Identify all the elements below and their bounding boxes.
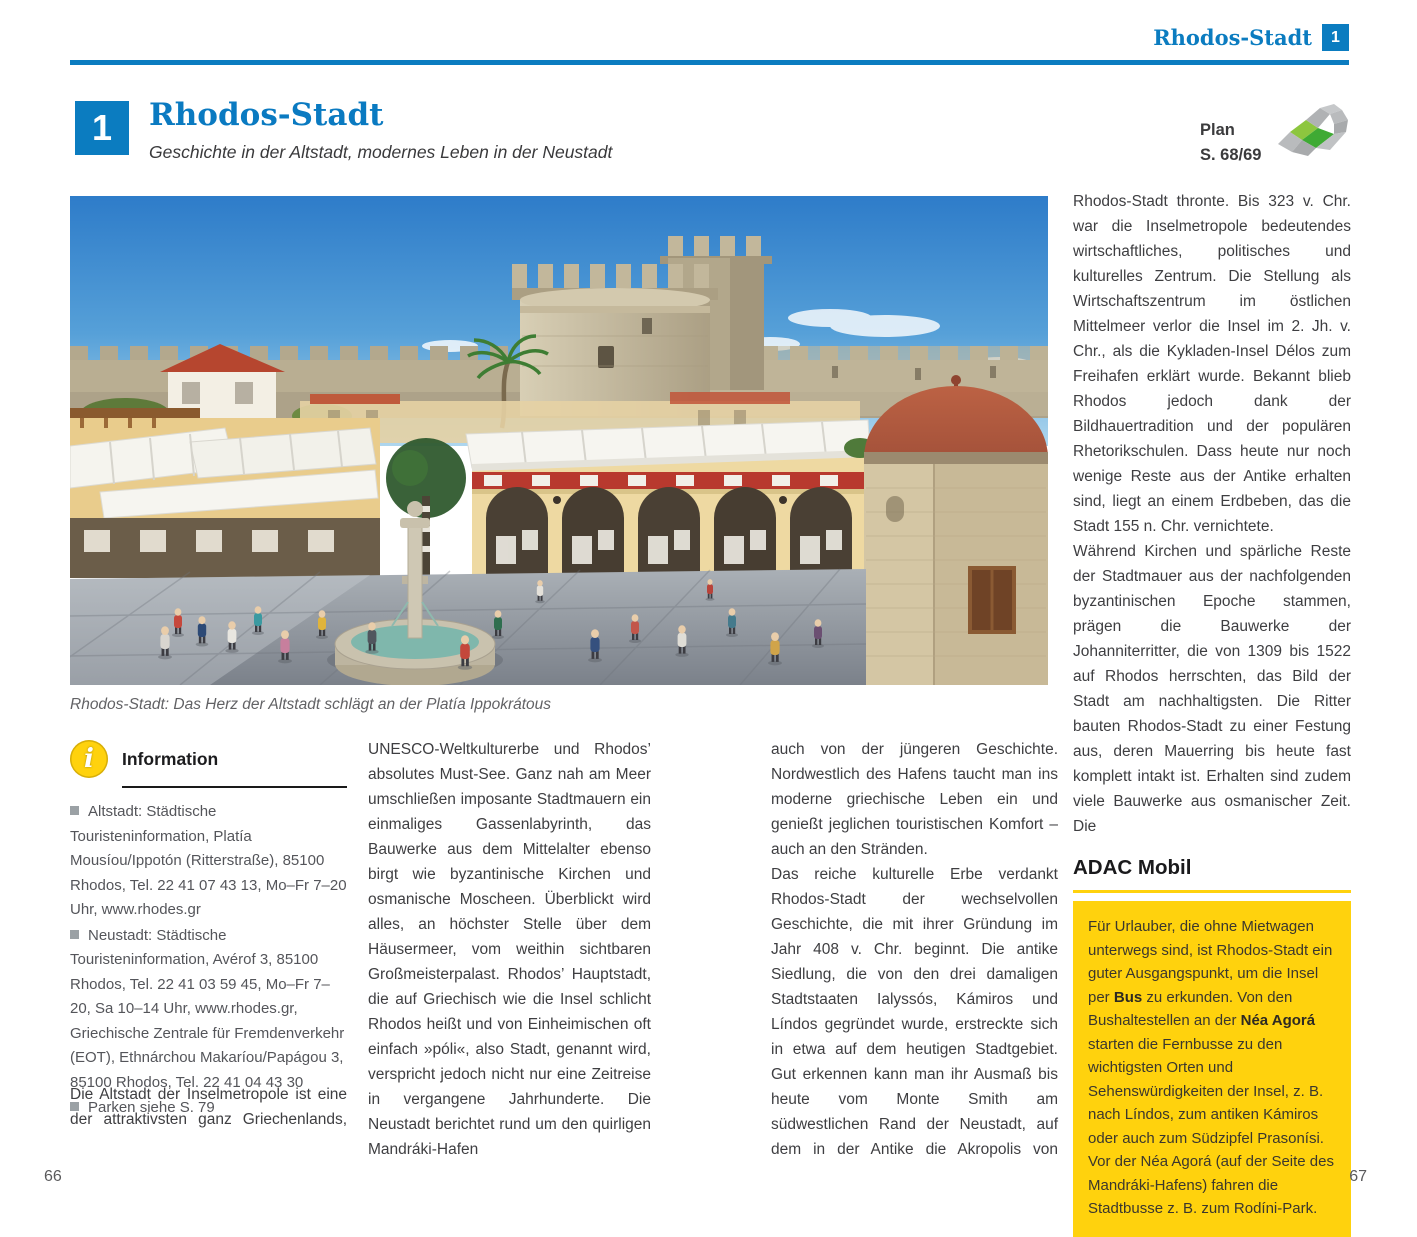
adac-mobil-rule — [1073, 890, 1351, 893]
paragraph: Die Altstadt der Inselmetropole ist eine der attraktivsten ganz Griechenlands, — [70, 1086, 347, 1128]
body-column-1 — [70, 1082, 347, 1132]
photo-caption: Rhodos-Stadt: Das Herz der Altstadt schlägt an der Platía Ippokrátous — [70, 696, 552, 713]
body-column-4 — [1073, 189, 1351, 1237]
information-rule — [122, 786, 347, 788]
adac-bold-bus: Bus — [1113, 988, 1143, 1006]
information-box — [70, 740, 347, 1122]
header-rule — [70, 60, 1349, 65]
page-subtitle: Geschichte in der Altstadt, modernes Leben in der Neustadt — [149, 142, 613, 162]
chapter-badge: 1 — [1322, 24, 1349, 51]
mosque-dome-building — [864, 375, 1048, 685]
page-number-left: 66 — [44, 1168, 62, 1185]
body-column-3 — [771, 737, 1058, 1162]
plan-pages: S. 68/69 — [1200, 146, 1262, 164]
information-title: Information — [122, 748, 219, 769]
page-header — [1153, 24, 1349, 51]
adac-text: zu erkunden. Von den Bushaltestellen an der — [1088, 988, 1293, 1029]
page-number-right: 67 — [1349, 1168, 1367, 1185]
paragraph: UNESCO-Weltkulturerbe und Rhodos’ absolutes Must-See. Ganz nah am Meer umschließen imposante Stadtmauern ein einmaliges Gassenlabyrinth, das Bauwerke aus dem Mittelalter ebenso birgt wie byzantinische Kirchen und osmanische Moscheen. Überblickt wird alles, an höchster Stelle über dem Häusermeer, vom weithin sichtbaren Großmeisterpalast. Rhodos’ Hauptstadt, die auf Griechisch wie die Insel schlicht Rhodos heißt und von Einheimischen oft einfach »póli«, also Stadt, genannt wird, verspricht jedoch nicht nur eine Zeitreise in vergangene Jahrhunderte. Die Neustadt berichtet rund um den quirligen Mandráki-Hafen — [368, 741, 651, 1158]
header-title: Rhodos-Stadt — [1153, 25, 1312, 50]
paragraph: Das reiche kulturelle Erbe verdankt Rhodos-Stadt der wechselvollen Geschichte, die mit ihrer Gründung im Jahr 408 v. Chr. beginnt. Die antike Siedlung, die von den drei damaligen Stadtstaaten Ialyssós, Kámiros und Líndos gegründet wurde, erstreckte sich in etwa auf dem heutigen Stadtgebiet. Gut erkennen kann man ihr Ausmaß bis heute vom Monte Smith am südwestlichen Rand der Neustadt, auf dem in der Antike die Akropolis von — [771, 866, 1058, 1158]
adac-text: Für Urlauber, die ohne Mietwagen unterwegs sind, ist Rhodos-Stadt ein guter Ausgangspunkt, um die Insel per — [1088, 918, 1333, 1006]
folded-map-icon — [1272, 98, 1352, 167]
plan-label: Plan — [1200, 121, 1235, 139]
arcade-building — [466, 420, 876, 576]
information-items — [70, 800, 347, 1121]
body-column-2 — [368, 737, 651, 1162]
square-bullet-icon — [70, 930, 79, 939]
list-item — [70, 924, 347, 1096]
chapter-number-box: 1 — [75, 101, 129, 155]
photo-platia-ippokratous — [70, 196, 1048, 685]
info-icon: i — [70, 740, 108, 778]
adac-mobil-title: ADAC Mobil — [1073, 856, 1192, 879]
paragraph: auch von der jüngeren Geschichte. Nordwestlich des Hafens taucht man ins moderne griechische Leben ein und genießt jeglichen touristischen Komfort – auch an den Stränden. — [771, 741, 1058, 858]
arches — [486, 487, 852, 574]
adac-bold-nea-agora: Néa Agorá — [1240, 1012, 1316, 1029]
information-header — [70, 740, 347, 778]
plan-reference — [1200, 118, 1261, 168]
adac-mobil-box — [1073, 901, 1351, 1237]
cafe-awnings — [70, 408, 380, 578]
info-item-text: Neustadt: Städtische Touristeninformation, Avérof 3, 85100 Rhodos, Tel. 22 41 03 59 45, Mo–Fr 7–20, Sa 10–14 Uhr, www.rhodes.gr, Griechische Zentrale für Fremdenverkehr (EOT), Ethnárchou Makaríou/Papágou 3, 85100 Rhodos, Tel. 22 41 04 43 30 — [70, 926, 345, 1091]
paragraph: Rhodos-Stadt thronte. Bis 323 v. Chr. war die Inselmetropole bedeutendes wirtschaftliches, politisches und kulturelles Zentrum. Die Stellung als Wirtschaftszentrum im östlichen Mittelmeer verlor die Insel im 2. Jh. v. Chr., als die Kykladen-Insel Délos zum Freihafen erklärt wurde. Bekannt blieb Rhodos jedoch dank der Bildhauertradition und der populären Rhetorikschulen. Dass heute nur noch wenige Reste aus der Antike erhalten sind, liegt an einem Erdbeben, das die Stadt 155 n. Chr. vernichtete. — [1073, 193, 1351, 535]
paragraph: Während Kirchen und spärliche Reste der Stadtmauer aus der nachfolgenden byzantinischen Epoche stammen, prägen die Bauwerke der Johanniterritter, die von 1309 bis 1522 auf Rhodos herrschten, das Bild der Stadt am nachhaltigsten. Die Ritter bauten Rhodos-Stadt zu einer Festung aus, deren Mauerring bis heute fast komplett intakt ist. Erhalten sind zudem viele Bauwerke aus osmanischer Zeit. Die — [1073, 543, 1351, 835]
list-item — [70, 800, 347, 923]
info-item-text: Altstadt: Städtische Touristeninformation, Platía Mousíou/Ippotón (Ritterstraße), 85100 Rhodos, Tel. 22 41 07 43 13, Mo–Fr 7–20 Uhr, www.rhodes.gr — [70, 803, 347, 918]
info-item-text: Parken siehe S. 79 — [88, 1099, 215, 1116]
page-title: Rhodos-Stadt — [149, 97, 384, 133]
square-tree — [386, 438, 466, 578]
square-bullet-icon — [70, 806, 79, 815]
adac-text: starten die Fernbusse zu den wichtigsten Orten und Sehenswürdigkeiten der Insel, z. B. nach Líndos, zum antiken Kámiros oder auch zum Südzipfel Prasonísi. Vor der Néa Agorá (auf der Seite des Mandráki-Hafens) fahren die Stadtbusse z. B. zum Rodíni-Park. — [1088, 1035, 1334, 1217]
